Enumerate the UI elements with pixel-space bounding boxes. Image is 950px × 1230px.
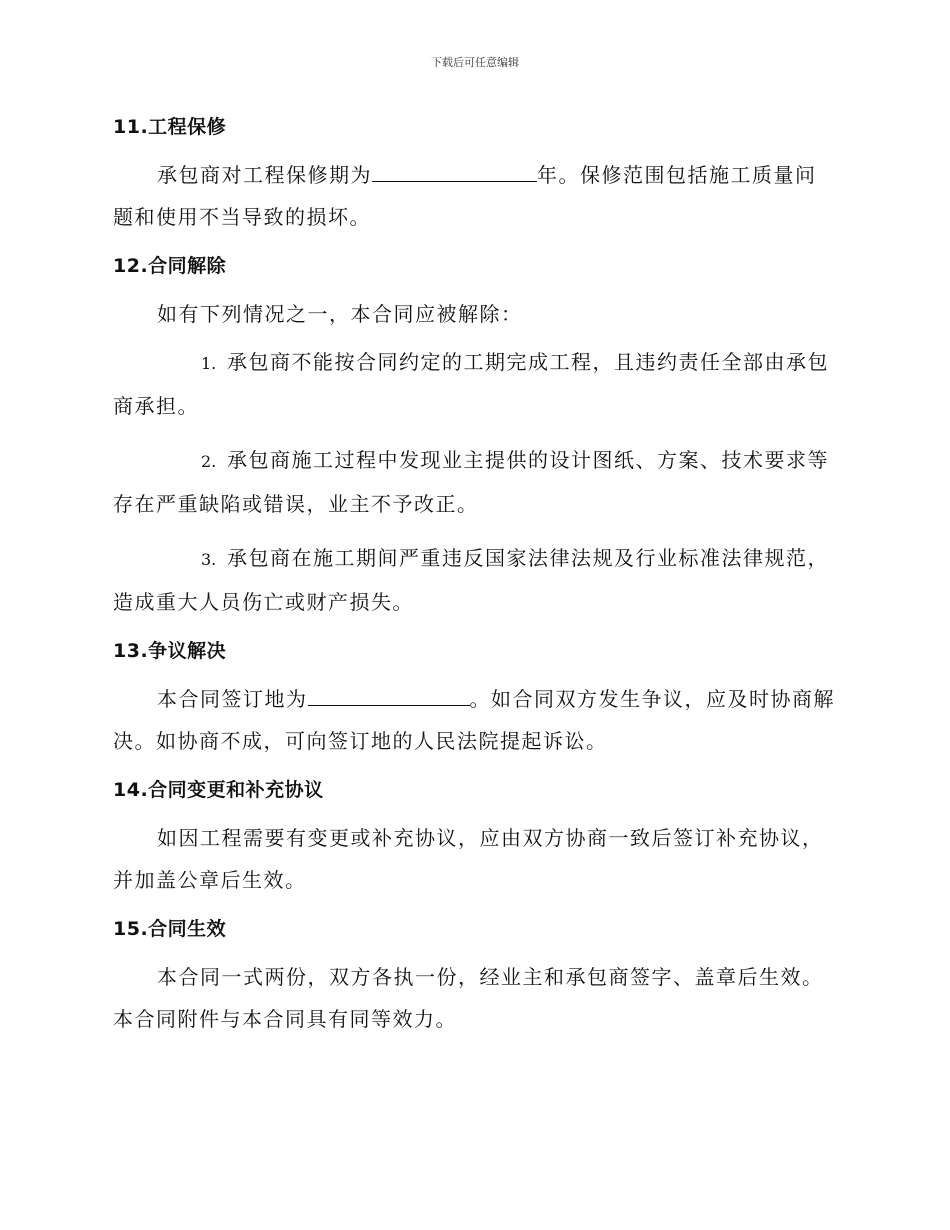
page-header: 下载后可任意编辑 xyxy=(431,56,519,69)
section-12-title: 12.合同解除 xyxy=(113,255,227,277)
warranty-text-before: 承包商对工程保修期为 xyxy=(157,163,372,187)
section-15-paragraph: 本合同一式两份，双方各执一份，经业主和承包商签字、盖章后生效。本合同附件与本合同具有同等效力。 xyxy=(113,965,824,1031)
document-body xyxy=(113,108,835,1040)
section-14-paragraph: 如因工程需要有变更或补充协议，应由双方协商一致后签订补充协议，并加盖公章后生效。 xyxy=(113,826,824,892)
section-14-title: 14.合同变更和补充协议 xyxy=(113,779,324,801)
list-item-text: 承包商施工过程中发现业主提供的设计图纸、方案、技术要求等存在严重缺陷或错误，业主不予改正。 xyxy=(113,448,829,516)
list-item xyxy=(113,341,835,427)
warranty-period-blank[interactable] xyxy=(372,159,537,182)
list-item xyxy=(113,537,835,623)
section-12-intro: 如有下列情况之一，本合同应被解除： xyxy=(157,302,523,326)
section-11-paragraph xyxy=(113,154,835,238)
signing-place-blank[interactable] xyxy=(308,683,470,706)
section-11-title: 11.工程保修 xyxy=(113,116,227,138)
dispute-text-before: 本合同签订地为 xyxy=(157,687,308,711)
list-item-number: 3. xyxy=(201,550,217,569)
list-item-number: 2. xyxy=(201,452,217,471)
dispute-text-after: 。如合同双方发生争议，应及时协商解决。如协商不成，可向签订地的人民法院提起诉讼。 xyxy=(113,687,835,753)
list-item-text: 承包商不能按合同约定的工期完成工程，且违约责任全部由承包商承担。 xyxy=(113,350,829,418)
section-13-title: 13.争议解决 xyxy=(113,640,227,662)
warranty-text-after: 年。保修范围包括施工质量问题和使用不当导致的损坏。 xyxy=(113,163,817,229)
list-item-number: 1. xyxy=(201,354,217,373)
list-item-text: 承包商在施工期间严重违反国家法律法规及行业标准法律规范，造成重大人员伤亡或财产损失。 xyxy=(113,546,829,614)
section-13-paragraph xyxy=(113,678,835,762)
section-15-title: 15.合同生效 xyxy=(113,918,227,940)
list-item xyxy=(113,439,835,525)
